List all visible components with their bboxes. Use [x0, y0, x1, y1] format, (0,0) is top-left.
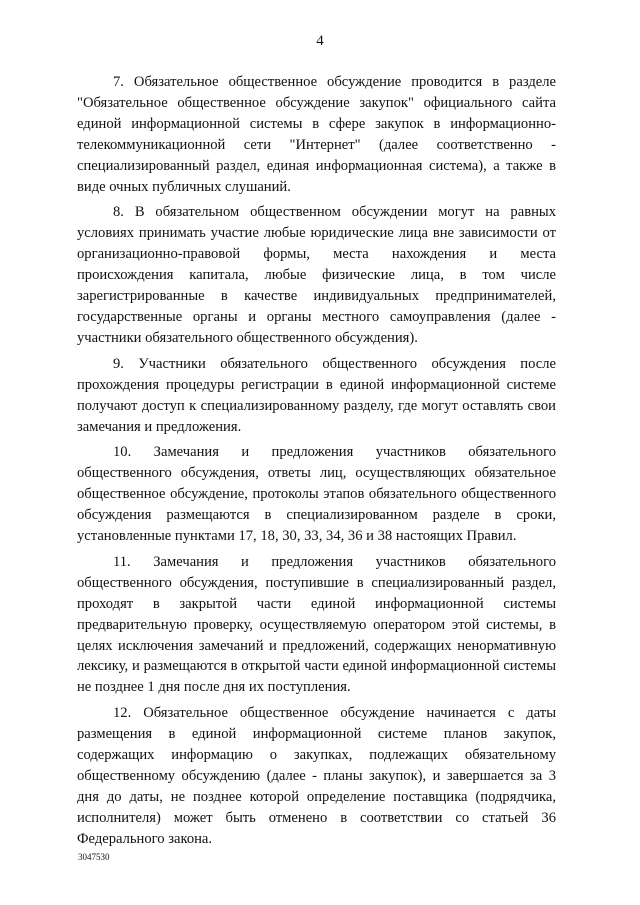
document-code: 3047530 [78, 852, 110, 862]
paragraph-12: 12. Обязательное общественное обсуждение начинается с даты размещения в единой информационной системе планов закупок, содержащих информацию о закупках, подлежащих обязательному общественному обсуждению (далее - планы закупок), и завершается за 3 дня до даты, не позднее которой определение поставщика (подрядчика, исполнителя) может быть отменено в соответствии со статьей 36 Федерального закона. [77, 705, 556, 847]
document-body [77, 72, 556, 855]
paragraph-7: 7. Обязательное общественное обсуждение проводится в разделе "Обязательное общественное обсуждение закупок" официального сайта единой информационной системы в сфере закупок в информационно-телекоммуникационной сети "Интернет" (далее соответственно - специализированный раздел, единая информационная система), а также в виде очных публичных слушаний. [77, 74, 556, 195]
page-number: 4 [316, 33, 324, 49]
paragraph-10: 10. Замечания и предложения участников обязательного общественного обсуждения, ответы лиц, осуществляющих обязательное общественное обсуждение, протоколы этапов обязательного общественного обсуждения размещаются в специализированном разделе в сроки, установленные пунктами 17, 18, 30, 33, 34, 36 и 38 настоящих Правил. [77, 444, 556, 545]
paragraph-8: 8. В обязательном общественном обсуждении могут на равных условиях принимать участие любые юридические лица вне зависимости от организационно-правовой формы, места нахождения и места происхождения капитала, любые физические лица, в том числе зарегистрированные в качестве индивидуальных предпринимателей, государственные органы и органы местного самоуправления (далее - участники обязательного общественного обсуждения). [77, 204, 556, 346]
paragraph-9: 9. Участники обязательного общественного обсуждения после прохождения процедуры регистрации в единой информационной системе получают доступ к специализированному разделу, где могут оставлять свои замечания и предложения. [77, 355, 556, 435]
paragraph-11: 11. Замечания и предложения участников обязательного общественного обсуждения, поступившие в специализированный раздел, проходят в закрытой части единой информационной системы предварительную проверку, осуществляемую оператором этой системы, в целях исключения замечаний и предложений, содержащих ненормативную лексику, и размещаются в открытой части единой информационной системы не позднее 1 дня после дня их поступления. [77, 553, 556, 696]
